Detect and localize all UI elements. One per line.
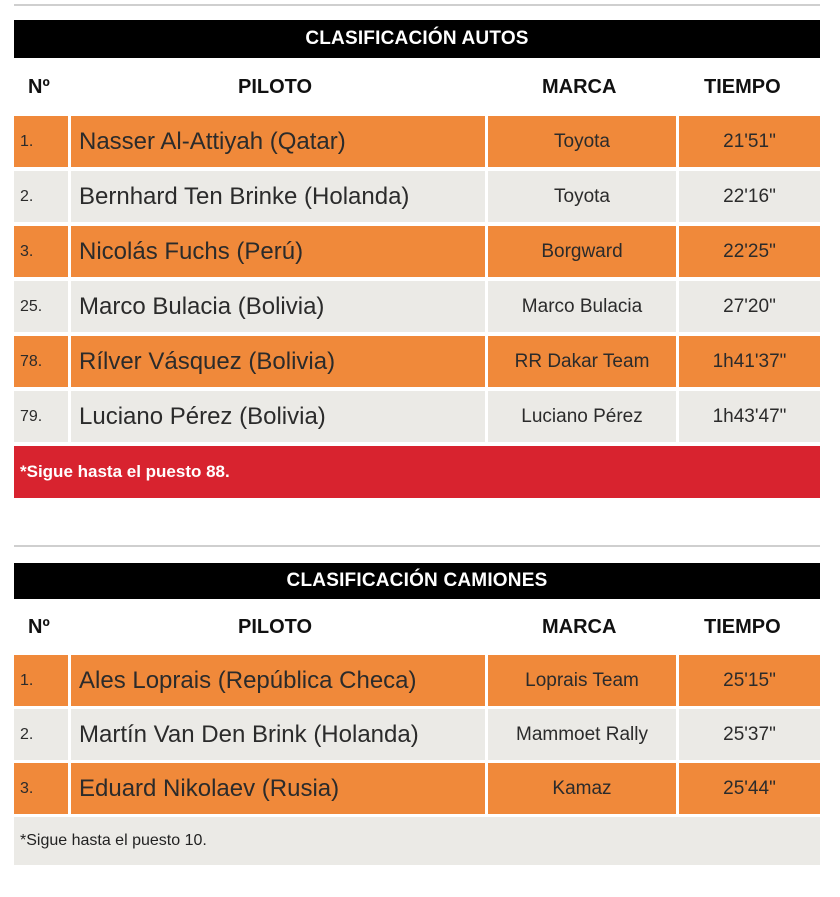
table-row	[14, 391, 820, 442]
camiones-header-piloto: PILOTO	[238, 616, 313, 638]
row-marca: Kamaz	[488, 763, 676, 814]
autos-header-row	[14, 64, 820, 110]
table-row	[14, 655, 820, 706]
row-piloto: Nicolás Fuchs (Perú)	[71, 226, 485, 277]
row-number: 1.	[14, 116, 68, 167]
camiones-title: CLASIFICACIÓN CAMIONES	[14, 563, 820, 599]
row-tiempo: 1h41'37"	[679, 336, 820, 387]
table-row	[14, 281, 820, 332]
table-row	[14, 226, 820, 277]
autos-footnote: *Sigue hasta el puesto 88.	[14, 446, 820, 498]
row-tiempo: 27'20"	[679, 281, 820, 332]
row-marca: Toyota	[488, 171, 676, 222]
row-tiempo: 25'44"	[679, 763, 820, 814]
row-number: 3.	[14, 763, 68, 814]
row-piloto: Nasser Al-Attiyah (Qatar)	[71, 116, 485, 167]
table-row	[14, 336, 820, 387]
autos-header-tiempo: TIEMPO	[704, 76, 781, 98]
row-marca: Mammoet Rally	[488, 709, 676, 760]
camiones-header-tiempo: TIEMPO	[704, 616, 781, 638]
row-marca: Toyota	[488, 116, 676, 167]
row-tiempo: 21'51"	[679, 116, 820, 167]
row-tiempo: 1h43'47"	[679, 391, 820, 442]
row-tiempo: 25'15"	[679, 655, 820, 706]
autos-header-piloto: PILOTO	[238, 76, 313, 98]
row-number: 2.	[14, 709, 68, 760]
camiones-footnote: *Sigue hasta el puesto 10.	[14, 817, 820, 865]
row-number: 1.	[14, 655, 68, 706]
row-piloto: Martín Van Den Brink (Holanda)	[71, 709, 485, 760]
row-piloto: Eduard Nikolaev (Rusia)	[71, 763, 485, 814]
row-marca: Loprais Team	[488, 655, 676, 706]
autos-title: CLASIFICACIÓN AUTOS	[14, 20, 820, 58]
row-number: 25.	[14, 281, 68, 332]
section-divider	[14, 545, 820, 547]
table-row	[14, 709, 820, 760]
row-piloto: Luciano Pérez (Bolivia)	[71, 391, 485, 442]
row-piloto: Ales Loprais (República Checa)	[71, 655, 485, 706]
table-row	[14, 763, 820, 814]
row-marca: Luciano Pérez	[488, 391, 676, 442]
top-divider	[14, 4, 820, 6]
row-number: 79.	[14, 391, 68, 442]
camiones-header-num: Nº	[28, 616, 50, 638]
row-number: 2.	[14, 171, 68, 222]
table-row	[14, 116, 820, 167]
autos-header-marca: MARCA	[542, 76, 617, 98]
row-marca: RR Dakar Team	[488, 336, 676, 387]
table-row	[14, 171, 820, 222]
row-number: 78.	[14, 336, 68, 387]
row-marca: Marco Bulacia	[488, 281, 676, 332]
row-piloto: Marco Bulacia (Bolivia)	[71, 281, 485, 332]
row-tiempo: 22'25"	[679, 226, 820, 277]
row-number: 3.	[14, 226, 68, 277]
camiones-header-marca: MARCA	[542, 616, 617, 638]
row-tiempo: 25'37"	[679, 709, 820, 760]
row-marca: Borgward	[488, 226, 676, 277]
camiones-header-row	[14, 604, 820, 650]
row-piloto: Bernhard Ten Brinke (Holanda)	[71, 171, 485, 222]
row-piloto: Rílver Vásquez (Bolivia)	[71, 336, 485, 387]
autos-header-num: Nº	[28, 76, 50, 98]
row-tiempo: 22'16"	[679, 171, 820, 222]
